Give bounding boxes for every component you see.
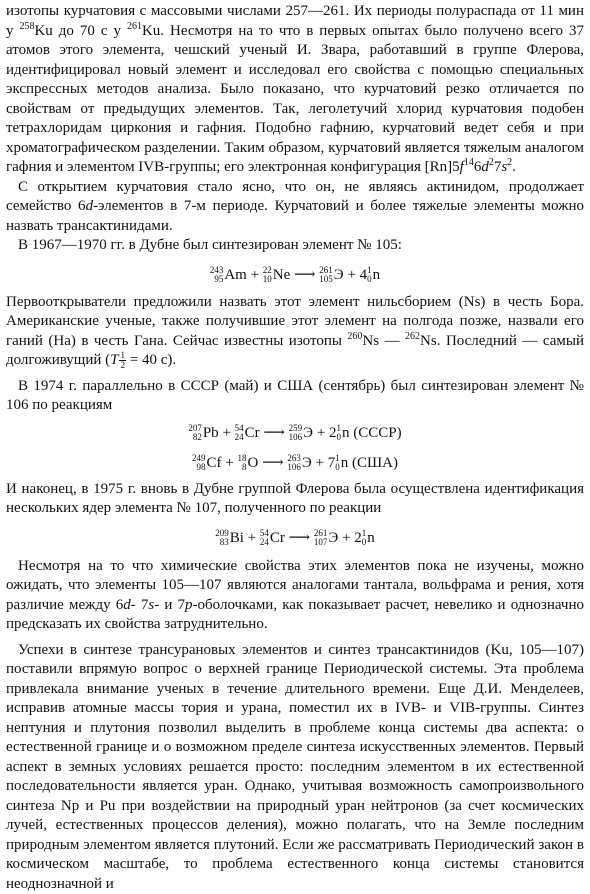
paragraph-naming-105: Первооткрыватели предложили назвать этот элемент нильсборием (Ns) в честь Бора. Американские ученые, также получившие этот элемент на полгода позже, назвали его ганий (Ha) в честь Гана. Сейчас известны изотопы $^{260}$Ns — $^{262}$Ns. Последний — самый долгоживущий (T $\frac{1}{2}$ = 40 с). — [6, 293, 584, 371]
paragraph-element-105: В 1967—1970 гг. в Дубне был синтезирован элемент № 105: — [6, 236, 584, 256]
paragraph-kurchatovium-isotopes: изотопы курчатовия с массовыми числами 257—261. Их периоды полураспада от 11 мин у $^{258}$Ku до 70 с у $^{261}$Ku. Несмотря на то что в первых опытах было получено всего 37 атомов этого элемента, чешский ученый И. Звара, работавший в группе Флерова, идентифицировал новый элемент и исследовал его свойства с помощью специальных экспрессных методов анализа. Было показано, что курчатовий резко отличается по свойствам от предыдущих элементов. Так, леголетучий хлорид курчатовия подобен тетрахлоридам циркония и гафния. Подобно гафнию, курчатовий ведет себя и при хроматографическом разделении. Таким образом, курчатовий является тяжелым аналогом гафния и элементом IVВ-группы; его электронная конфигурация $[Rn]5f^{14}6d^27s^2$. — [6, 2, 584, 178]
nuclide: 261 107 Э — [314, 525, 338, 551]
nuclide: 261 105 Э — [319, 262, 343, 288]
nuclide: 54 24 Cr — [235, 420, 260, 446]
equation-element-106-ussr: 207 82 Pb + 54 24 Cr ⟶ 259 106 Э + 2 1 0 n (СССР) — [6, 420, 584, 446]
paragraph-element-107: И наконец, в 1975 г. вновь в Дубне группой Флерова была осуществлена идентификация нескольких ядер элемента № 107, полученного по реакции — [6, 480, 584, 519]
equation-element-105: 243 95 Am + 22 10 Ne ⟶ 261 105 Э + 4 1 0 n — [6, 262, 584, 288]
reaction-arrow: ⟶ — [263, 425, 285, 441]
nuclide: 18 8 O — [238, 450, 259, 476]
nuclide: 2 1 0 n — [329, 420, 350, 446]
paragraph-chemical-properties: Несмотря на то что химические свойства этих элементов пока не изучены, можно ожидать, что элементы 105—107 являются аналогами тантала, вольфрама и рения, хотя различие между 6d- 7s- и 7p-оболочками, как показывает расчет, невелико и однозначно предсказать их свойства затруднительно. — [6, 557, 584, 635]
paragraph-periodic-system-limit: Успехи в синтезе трансурановых элементов и синтез трансактинидов (Ku, 105—107) поставили впрямую вопрос о верхней границе Периодической системы. Эта проблема привлекала внимание ученых в течение длительного времени. Еще Д.И. Менделеев, исправив атомные массы тория и урана, поместил их в IVB- и VIB-группы. Синтез нептуния и плутония позволил выделить в проблеме конца системы два аспекта: о естественной границе и о возможном пределе синтеза искусственных элементов. Первый аспект в земных условиях решается просто: последним элементом в их естественной последовательности является уран. Однако, учитывая возможность самопроизвольного синтеза Np и Pu при воздействии на природный уран нейтронов (за счет космических лучей, естественных процессов деления), можно полагать, что на Земле последним природным элементом является плутоний. Если же рассматривать Периодический закон в космическом масштабе, то проблема естественного конца системы становится неоднозначной и — [6, 641, 584, 894]
nuclide: 243 95 Am — [210, 262, 247, 288]
nuclide: 2 1 0 n — [354, 525, 375, 551]
nuclide: 259 106 Э — [289, 420, 313, 446]
nuclide: 4 1 0 n — [360, 262, 381, 288]
reaction-arrow: ⟶ — [262, 455, 284, 471]
nuclide: 263 106 Э — [287, 450, 311, 476]
reaction-arrow: ⟶ — [294, 267, 316, 283]
paragraph-element-106: В 1974 г. параллельно в СССР (май) и США (сентябрь) был синтезирован элемент № 106 по реакциям — [6, 377, 584, 416]
equation-element-106-usa: 249 98 Cf + 18 8 O ⟶ 263 106 Э + 7 1 0 n (США) — [6, 450, 584, 476]
equation-element-107: 209 83 Bi + 54 24 Cr ⟶ 261 107 Э + 2 1 0 n — [6, 525, 584, 551]
paragraph-transactinides: С открытием курчатовия стало ясно, что он, не являясь актинидом, продолжает семейство 6d-элементов в 7-м периоде. Курчатовий и более тяжелые элементы можно назвать трансактинидами. — [6, 178, 584, 237]
reaction-arrow: ⟶ — [289, 530, 311, 546]
nuclide: 249 98 Cf — [192, 450, 222, 476]
nuclide: 207 82 Pb — [188, 420, 218, 446]
nuclide: 209 83 Bi — [215, 525, 244, 551]
half-life-fraction: $\frac{1}{2}$ — [119, 351, 126, 370]
nuclide: 54 24 Cr — [260, 525, 285, 551]
equation-note: (США) — [352, 455, 398, 471]
nuclide: 7 1 0 n — [328, 450, 349, 476]
nuclide: 22 10 Ne — [263, 262, 291, 288]
equation-note: (СССР) — [353, 425, 401, 441]
